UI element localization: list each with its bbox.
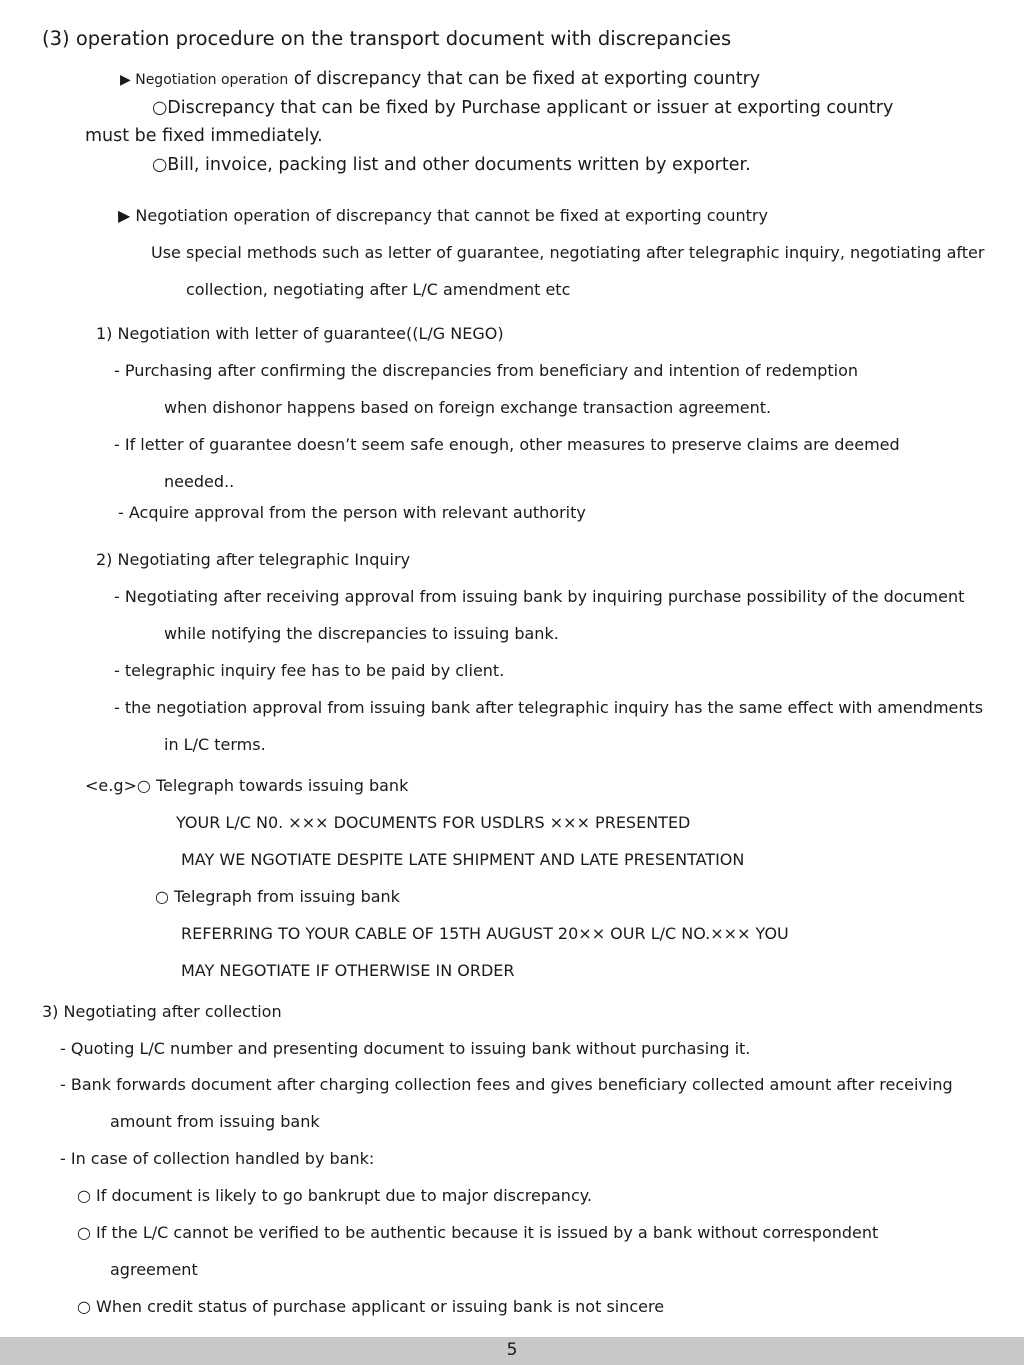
section-1-title: 1) Negotiation with letter of guarantee((L/G NEGO): [96, 324, 504, 343]
example-label: <e.g>○ Telegraph towards issuing bank: [85, 776, 409, 795]
unfixable-line-1: Use special methods such as letter of guarantee, negotiating after telegraphic inquiry, negotiating after: [151, 243, 985, 262]
section-1-bullet-2-line-1: - If letter of guarantee doesn’t seem safe enough, other measures to preserve claims are deemed: [114, 435, 900, 454]
section-1-bullet-1-line-2: when dishonor happens based on foreign exchange transaction agreement.: [164, 398, 772, 417]
example-telegraph-line-2: MAY WE NGOTIATE DESPITE LATE SHIPMENT AND LATE PRESENTATION: [181, 850, 745, 869]
section-2-bullet-1-line-1: - Negotiating after receiving approval from issuing bank by inquiring purchase possibility of the document: [114, 587, 965, 606]
section-3-bullet-2-line-2: amount from issuing bank: [110, 1112, 320, 1131]
section-3-case-2-line-2: agreement: [110, 1260, 198, 1279]
section-2-bullet-3-line-1: - the negotiation approval from issuing bank after telegraphic inquiry has the same effect with amendments: [114, 698, 984, 717]
section-2-title: 2) Negotiating after telegraphic Inquiry: [96, 550, 411, 569]
fixable-item-1-line-1: ○Discrepancy that can be fixed by Purchase applicant or issuer at exporting country: [152, 98, 894, 118]
section-1-bullet-2-line-2: needed..: [164, 472, 235, 491]
section-3-bullet-1: - Quoting L/C number and presenting document to issuing bank without purchasing it.: [60, 1039, 751, 1058]
section-3-case-1: ○ If document is likely to go bankrupt due to major discrepancy.: [77, 1186, 593, 1205]
section-2-bullet-2: - telegraphic inquiry fee has to be paid by client.: [114, 661, 505, 680]
section-3-case-2-line-1: ○ If the L/C cannot be verified to be authentic because it is issued by a bank without correspondent: [77, 1223, 879, 1242]
section-2-bullet-1-line-2: while notifying the discrepancies to issuing bank.: [164, 624, 559, 643]
section-3-bullet-3: - In case of collection handled by bank:: [60, 1149, 375, 1168]
section-3-case-3: ○ When credit status of purchase applicant or issuing bank is not sincere: [77, 1297, 665, 1316]
example-reply-label: ○ Telegraph from issuing bank: [155, 887, 400, 906]
fixable-item-1-line-2: must be fixed immediately.: [85, 126, 323, 146]
section-3-title: 3) Negotiating after collection: [42, 1002, 282, 1021]
section-heading: (3) operation procedure on the transport document with discrepancies: [42, 27, 732, 50]
page-number: 5: [506, 1340, 518, 1360]
section-2-bullet-3-line-2: in L/C terms.: [164, 735, 266, 754]
fixable-title-suffix: of discrepancy that can be fixed at exporting country: [288, 69, 761, 89]
unfixable-title: ▶ Negotiation operation of discrepancy that cannot be fixed at exporting country: [118, 206, 768, 225]
unfixable-line-2: collection, negotiating after L/C amendment etc: [186, 280, 571, 299]
fixable-title-prefix: ▶ Negotiation operation: [120, 72, 289, 88]
page-footer: [0, 1337, 1024, 1365]
section-1-bullet-3: - Acquire approval from the person with relevant authority: [118, 503, 586, 522]
example-telegraph-line-1: YOUR L/C N0. ××× DOCUMENTS FOR USDLRS ××× PRESENTED: [176, 813, 691, 832]
section-3-bullet-2-line-1: - Bank forwards document after charging collection fees and gives beneficiary collected amount after receiving: [60, 1075, 953, 1094]
fixable-title: [120, 71, 760, 89]
section-1-bullet-1-line-1: - Purchasing after confirming the discrepancies from beneficiary and intention of redemption: [114, 361, 859, 380]
example-reply-line-2: MAY NEGOTIATE IF OTHERWISE IN ORDER: [181, 961, 515, 980]
fixable-item-2: ○Bill, invoice, packing list and other documents written by exporter.: [152, 155, 751, 175]
example-reply-line-1: REFERRING TO YOUR CABLE OF 15TH AUGUST 20×× OUR L/C NO.××× YOU: [181, 924, 789, 943]
